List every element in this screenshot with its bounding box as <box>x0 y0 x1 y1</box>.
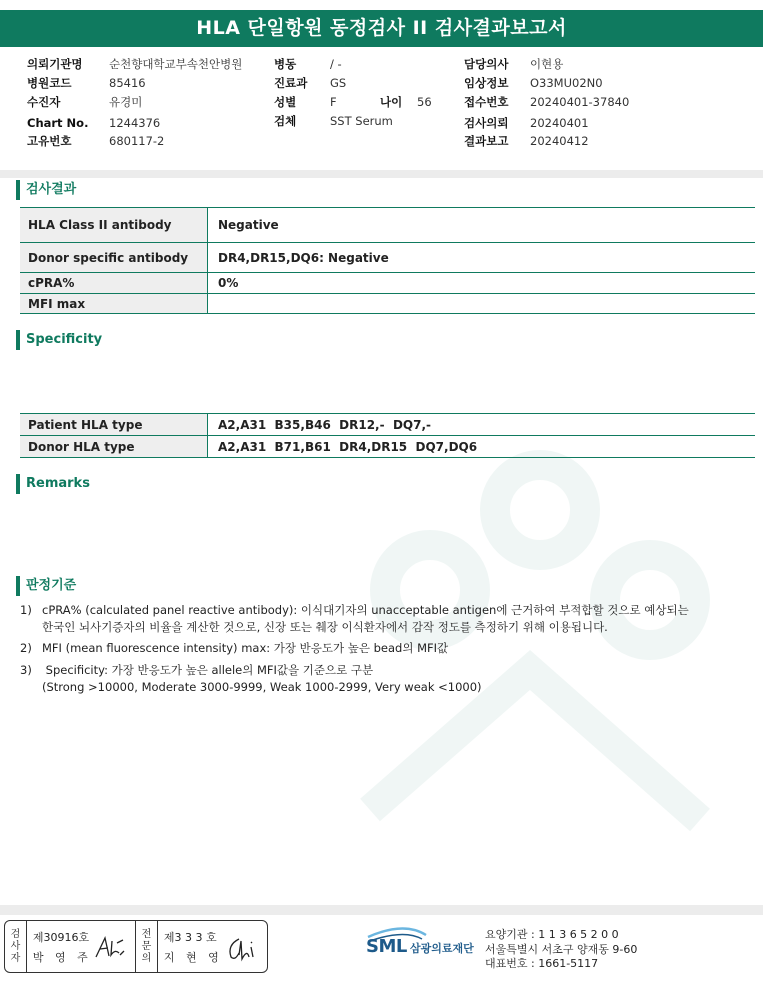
info-row: 의뢰기관명 순천향대학교부속천안병원 <box>27 57 243 71</box>
table-row <box>20 436 755 458</box>
row-label: Donor specific antibody <box>20 243 208 272</box>
sml-logo-text: SML <box>366 936 407 957</box>
info-row: 진료과 GS <box>274 76 347 90</box>
signature-box <box>4 920 268 973</box>
row-value <box>208 294 755 313</box>
row-label: cPRA% <box>20 273 208 293</box>
specialist-label: 전 문 의 <box>136 921 158 972</box>
org-contact: 요양기관 : 1 1 3 6 5 2 0 0 서울특별시 서초구 양재동 9-60 대표번호 : 1661-5117 <box>485 928 638 970</box>
examiner-license: 제30916호 <box>32 931 90 944</box>
examiner-cell <box>27 921 136 972</box>
report-title: HLA 단일항원 동정검사 II 검사결과보고서 <box>0 10 763 47</box>
row-label: Donor HLA type <box>20 436 208 457</box>
section-remarks-title: Remarks <box>16 474 90 494</box>
table-row <box>20 208 755 243</box>
info-row: 검체 SST Serum <box>274 114 393 128</box>
org-name: 삼광의료재단 <box>410 942 474 955</box>
patient-info <box>0 55 763 170</box>
info-row: 병원코드 85416 <box>27 76 146 90</box>
criteria-item: 1) cPRA% (calculated panel reactive antibody): 이식대기자의 unacceptable antigen에 근거하여 부적합할 것으로 예상되는 한국인 뇌사기증자의 비율을 계산한 것으로, 신장 또는 췌장 이식환자에서 감작 정도를 측정하기 위해 이용됩니다. <box>20 603 689 634</box>
info-row: 병동 / - <box>274 57 342 71</box>
specialist-cell <box>158 921 267 972</box>
section-specificity-title: Specificity <box>16 330 102 350</box>
specialist-name: 지 현 영 <box>163 951 223 964</box>
row-value: A2,A31 B35,B46 DR12,- DQ7,- <box>218 417 431 432</box>
table-row <box>20 243 755 273</box>
criteria-item: 2) MFI (mean fluorescence intensity) max: 가장 반응도가 높은 bead의 MFI값 <box>20 641 449 655</box>
examiner-signature-icon <box>93 935 127 961</box>
table-row <box>20 294 755 314</box>
table-row <box>20 273 755 294</box>
info-row: 수진자 유경미 <box>27 95 143 109</box>
row-value: DR4,DR15,DQ6: Negative <box>218 250 389 265</box>
info-row: 접수번호 20240401-37840 <box>464 95 630 109</box>
row-label: MFI max <box>20 294 208 313</box>
info-row: 결과보고 20240412 <box>464 134 589 148</box>
criteria-list <box>20 602 740 702</box>
divider-bar <box>0 170 763 178</box>
info-row: Chart No. 1244376 <box>27 116 161 130</box>
info-row: 담당의사 이현용 <box>464 57 564 71</box>
row-value: A2,A31 B71,B61 DR4,DR15 DQ7,DQ6 <box>218 439 478 454</box>
section-criteria-title: 판정기준 <box>16 576 76 596</box>
row-value: 0% <box>218 276 239 290</box>
examiner-name: 박 영 주 <box>32 951 92 964</box>
footer-divider <box>0 905 763 915</box>
specialist-license: 제3 3 3 호 <box>163 931 217 944</box>
examiner-label: 검 사 자 <box>5 921 27 972</box>
criteria-item: 3) Specificity: 가장 반응도가 높은 allele의 MFI값을 기준으로 구분 (Strong >10000, Moderate 3000-9999, Weak 1000-2999, Very weak <1000) <box>20 663 482 694</box>
section-results-title: 검사결과 <box>16 180 76 200</box>
table-row <box>20 414 755 436</box>
specialist-signature-icon <box>225 935 259 963</box>
info-row: 성별 F <box>274 95 337 109</box>
info-row-age: 나이 56 <box>380 95 432 109</box>
hla-table <box>20 413 755 458</box>
info-row: 검사의뢰 20240401 <box>464 116 589 130</box>
row-value: Negative <box>218 218 279 232</box>
results-table <box>20 207 755 314</box>
row-label: HLA Class II antibody <box>20 208 208 242</box>
info-row: 고유번호 680117-2 <box>27 134 165 148</box>
info-row: 임상정보 O33MU02N0 <box>464 76 603 90</box>
row-label: Patient HLA type <box>20 414 208 435</box>
